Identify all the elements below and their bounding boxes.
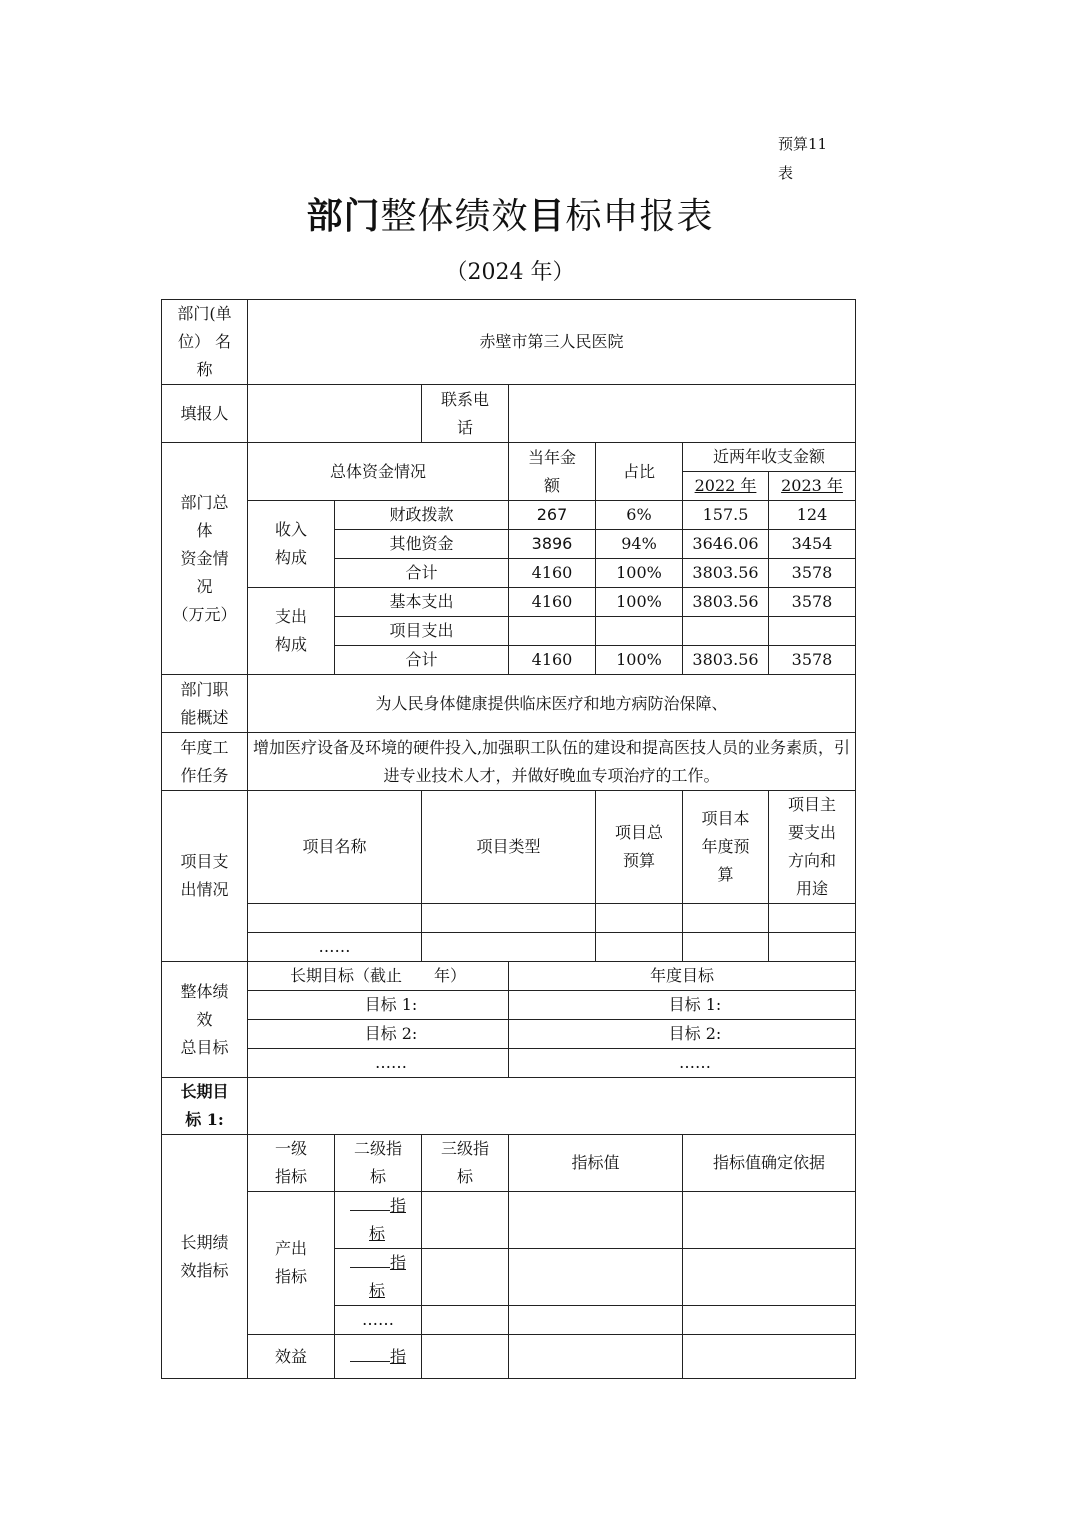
filler-row — [162, 385, 856, 443]
level3-header — [422, 1135, 509, 1192]
funds-2023: 3578 — [769, 646, 856, 675]
dept-name-label-l2: 位） 名 — [177, 332, 232, 351]
funds-2023: 124 — [769, 501, 856, 530]
year-2023-text: 2023 年 — [781, 476, 843, 495]
annual-goal-item: 目标 1: — [509, 991, 856, 1020]
duty-label-l2: 能概述 — [180, 707, 229, 727]
indicator-line2 — [339, 1220, 417, 1248]
form-number-label — [778, 130, 838, 188]
amount-header — [509, 443, 596, 501]
funds-item-name: 财政拨款 — [335, 501, 509, 530]
long-goal-1-value — [248, 1078, 856, 1135]
funds-row — [162, 588, 856, 617]
long-goal-1-row — [162, 1078, 856, 1135]
expense-group-label — [248, 588, 335, 675]
project-year-budget-header — [683, 791, 769, 904]
filler-label: 填报人 — [162, 385, 248, 443]
filler-value — [248, 385, 422, 443]
income-label-l1: 收入 — [274, 520, 307, 539]
title-part-4: 标申报表 — [565, 196, 714, 237]
dept-name-label-l1: 部门(单 — [177, 304, 232, 323]
task-label-l2: 作任务 — [180, 765, 229, 785]
project-type-cell — [422, 933, 596, 962]
indicator-value-cell — [509, 1306, 683, 1335]
project-name-header: 项目名称 — [248, 791, 422, 904]
project-name-cell: …… — [248, 933, 422, 962]
duty-row — [162, 675, 856, 733]
funds-2023 — [769, 617, 856, 646]
income-label-l2: 构成 — [274, 548, 307, 567]
funds-ratio: 6% — [596, 501, 683, 530]
indicator-row — [162, 1192, 856, 1249]
indicator-basis-cell — [683, 1335, 856, 1379]
goal-row — [162, 1049, 856, 1078]
long-goal-item: 目标 1: — [248, 991, 509, 1020]
indicator-basis-cell — [683, 1249, 856, 1306]
indicator-text-a: 指 — [389, 1196, 406, 1215]
amount-header-l1: 当年金 — [527, 447, 576, 467]
indicators-label — [162, 1135, 248, 1379]
projects-header-row — [162, 791, 856, 904]
year-2022-header — [683, 472, 769, 501]
output-label-l1: 产出 — [274, 1239, 307, 1258]
indicator-line1 — [339, 1249, 417, 1277]
indicator-text-a: 指 — [389, 1253, 406, 1272]
year-2022-text: 2022 年 — [694, 476, 757, 495]
funds-amount: 267 — [509, 501, 596, 530]
level2-indicator-cell — [335, 1249, 422, 1306]
income-group-label — [248, 501, 335, 588]
projects-label — [162, 791, 248, 962]
indicator-value-cell — [509, 1335, 683, 1379]
funds-item-name: 基本支出 — [335, 588, 509, 617]
task-value: 增加医疗设备及环境的硬件投入,加强职工队伍的建设和提高医技人员的业务素质，引进专业技术人才，并做好晚血专项治疗的工作。 — [248, 733, 856, 791]
title-part-1: 部门 — [306, 196, 381, 237]
ratio-header: 占比 — [596, 443, 683, 501]
project-type-header: 项目类型 — [422, 791, 596, 904]
page-title — [0, 188, 1020, 239]
indicator-value-cell — [509, 1192, 683, 1249]
funds-header-row — [162, 443, 856, 472]
project-total-cell — [596, 904, 683, 933]
funds-row — [162, 501, 856, 530]
level2-indicator-cell: …… — [335, 1306, 422, 1335]
projects-label-l2: 出情况 — [180, 880, 229, 899]
level2-header — [335, 1135, 422, 1192]
underline-blank — [350, 1361, 390, 1362]
project-use-cell — [769, 933, 856, 962]
funds-2023: 3454 — [769, 530, 856, 559]
indicator-value-cell — [509, 1249, 683, 1306]
long-goal-header: 长期目标（截止 年） — [248, 962, 509, 991]
long-goal-item: 目标 2: — [248, 1020, 509, 1049]
indicator-text-b: 标 — [369, 1224, 386, 1243]
indicators-header-row — [162, 1135, 856, 1192]
indicator-basis-cell — [683, 1306, 856, 1335]
output-label-l2: 指标 — [274, 1267, 307, 1286]
funds-amount: 4160 — [509, 646, 596, 675]
task-row — [162, 733, 856, 791]
project-type-cell — [422, 904, 596, 933]
goal-row — [162, 1020, 856, 1049]
funds-label-l1: 部门总 — [180, 492, 229, 512]
level3-header-l2: 标 — [456, 1167, 473, 1186]
project-use-l1: 项目主 — [787, 795, 836, 814]
performance-form-table — [161, 299, 856, 1379]
funds-item-name: 其他资金 — [335, 530, 509, 559]
funds-item-name: 合计 — [335, 646, 509, 675]
phone-label-l1: 联系电 — [440, 389, 489, 409]
funds-ratio: 100% — [596, 588, 683, 617]
funds-label-l3: 资金情 — [180, 548, 229, 568]
level1-header — [248, 1135, 335, 1192]
level1-header-l1: 一级 — [274, 1139, 307, 1158]
funds-item-name: 合计 — [335, 559, 509, 588]
expense-label-l1: 支出 — [274, 607, 307, 626]
funds-ratio — [596, 617, 683, 646]
project-name-cell — [248, 904, 422, 933]
funds-amount: 4160 — [509, 588, 596, 617]
project-row — [162, 933, 856, 962]
funds-label-l2: 体 — [196, 520, 213, 540]
projects-label-l1: 项目支 — [180, 852, 229, 871]
funds-label-l4: 况 — [196, 576, 213, 596]
indicator-line1 — [339, 1192, 417, 1220]
benefit-indicator-label: 效益 — [248, 1335, 335, 1379]
funds-2022: 3803.56 — [683, 588, 769, 617]
indicator-basis-header: 指标值确定依据 — [683, 1135, 856, 1192]
underline-blank — [350, 1267, 390, 1268]
funds-section-label — [162, 443, 248, 675]
goals-label — [162, 962, 248, 1078]
funds-ratio: 100% — [596, 646, 683, 675]
level3-indicator-cell — [422, 1249, 509, 1306]
task-label — [162, 733, 248, 791]
funds-amount: 4160 — [509, 559, 596, 588]
funds-2022 — [683, 617, 769, 646]
dept-name-label — [162, 300, 248, 385]
funds-amount — [509, 617, 596, 646]
goal-row — [162, 991, 856, 1020]
year-2023-header — [769, 472, 856, 501]
goals-header-row — [162, 962, 856, 991]
project-total-header — [596, 791, 683, 904]
level1-header-l2: 指标 — [274, 1167, 307, 1186]
form-number-line1: 预算11 — [778, 135, 828, 153]
project-year-cell — [683, 904, 769, 933]
project-use-l2: 要支出 — [787, 823, 836, 842]
indicator-basis-cell — [683, 1192, 856, 1249]
funds-ratio: 94% — [596, 530, 683, 559]
indicators-label-l2: 效指标 — [180, 1260, 229, 1280]
duty-label — [162, 675, 248, 733]
phone-value — [509, 385, 856, 443]
task-label-l1: 年度工 — [180, 737, 229, 757]
underline-blank — [350, 1210, 390, 1211]
expense-label-l2: 构成 — [274, 635, 307, 654]
long-goal-item: …… — [248, 1049, 509, 1078]
level2-indicator-cell — [335, 1192, 422, 1249]
funds-2023: 3578 — [769, 559, 856, 588]
indicator-line2 — [339, 1277, 417, 1305]
title-part-3: 目 — [528, 196, 566, 237]
dept-name-label-l3: 称 — [196, 360, 213, 379]
project-row — [162, 904, 856, 933]
project-year-l2: 年度预 — [701, 837, 750, 856]
project-use-header — [769, 791, 856, 904]
title-part-2: 整体绩效 — [380, 196, 529, 237]
long-goal-1-label-l1: 长期目 — [180, 1082, 229, 1101]
funds-2022: 3803.56 — [683, 559, 769, 588]
output-indicator-label — [248, 1192, 335, 1335]
benefit-indicator-text: 指 — [389, 1346, 406, 1366]
duty-label-l1: 部门职 — [180, 679, 229, 699]
project-use-l3: 方向和 — [787, 851, 836, 870]
dept-name-row — [162, 300, 856, 385]
annual-goal-item: …… — [509, 1049, 856, 1078]
indicator-text-b: 标 — [369, 1281, 386, 1300]
funds-2022: 3803.56 — [683, 646, 769, 675]
project-total-l1: 项目总 — [614, 823, 663, 842]
level2-header-l1: 二级指 — [353, 1139, 402, 1158]
funds-2022: 3646.06 — [683, 530, 769, 559]
funds-label-l5: （万元） — [172, 604, 237, 624]
funds-item-name: 项目支出 — [335, 617, 509, 646]
funds-ratio: 100% — [596, 559, 683, 588]
annual-goal-header: 年度目标 — [509, 962, 856, 991]
year-subtitle: （2024 年） — [445, 260, 575, 285]
phone-label-l2: 话 — [456, 417, 473, 437]
level2-indicator-cell — [335, 1335, 422, 1379]
project-use-cell — [769, 904, 856, 933]
goals-label-l1: 整体绩 — [180, 981, 229, 1001]
duty-value: 为人民身体健康提供临床医疗和地方病防治保障、 — [248, 675, 856, 733]
phone-label — [422, 385, 509, 443]
indicator-row — [162, 1335, 856, 1379]
recent-years-header: 近两年收支金额 — [683, 443, 856, 472]
level2-header-l2: 标 — [369, 1167, 386, 1186]
amount-header-l2: 额 — [543, 475, 560, 495]
level3-indicator-cell — [422, 1335, 509, 1379]
indicators-label-l1: 长期绩 — [180, 1232, 229, 1252]
level3-header-l1: 三级指 — [440, 1139, 489, 1158]
level3-indicator-cell — [422, 1192, 509, 1249]
indicator-value-header: 指标值 — [509, 1135, 683, 1192]
long-goal-1-label — [162, 1078, 248, 1135]
project-year-l3: 算 — [717, 865, 734, 884]
project-use-l4: 用途 — [795, 879, 828, 898]
funds-2022: 157.5 — [683, 501, 769, 530]
annual-goal-item: 目标 2: — [509, 1020, 856, 1049]
goals-label-l2: 效 — [196, 1009, 213, 1029]
project-year-l1: 项目本 — [701, 809, 750, 828]
dept-name-value: 赤壁市第三人民医院 — [248, 300, 856, 385]
overall-funds-header: 总体资金情况 — [248, 443, 509, 501]
project-total-cell — [596, 933, 683, 962]
form-number-line2: 表 — [778, 164, 794, 182]
funds-2023: 3578 — [769, 588, 856, 617]
long-goal-1-label-l2: 标 1: — [185, 1110, 224, 1129]
project-total-l2: 预算 — [622, 851, 655, 870]
level3-indicator-cell — [422, 1306, 509, 1335]
goals-label-l3: 总目标 — [180, 1037, 229, 1057]
funds-amount: 3896 — [509, 530, 596, 559]
project-year-cell — [683, 933, 769, 962]
